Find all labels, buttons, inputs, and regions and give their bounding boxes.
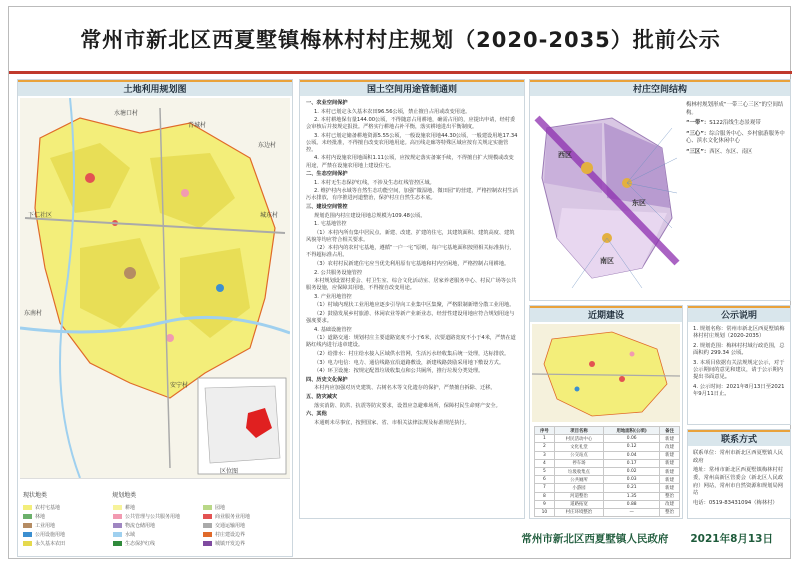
table-cell: 1: [535, 435, 555, 443]
rules-heading: 四、历史文化保护: [306, 376, 348, 383]
legend-swatch: [203, 532, 212, 537]
page-title: 常州市新北区西夏墅镇梅林村村庄规划（2020-2035）批前公示: [80, 28, 721, 52]
recent-build-map-svg: [532, 324, 680, 422]
notice-paragraph: 4. 公示时间：2021年8月13日至2021年9月11日止。: [693, 383, 785, 398]
rules-paragraph: （1）本村内所有集中居民点、新建、改建、扩建的住宅，其建筑面积、建筑高度、建筑风貌等均应符合相关要求。: [306, 229, 515, 243]
table-cell: 0.88: [604, 500, 660, 508]
rules-paragraph: 4. 基础设施管控: [314, 326, 352, 333]
legend-label: 园地: [215, 505, 226, 511]
legend-label: 交通运输用地: [215, 523, 246, 529]
panel-header: [530, 306, 682, 322]
legend-swatch: [203, 505, 212, 510]
rules-panel: [299, 79, 525, 519]
contact-panel: [687, 429, 791, 519]
notice-text: [688, 322, 790, 405]
legend-swatch: [113, 505, 122, 510]
legend-label: 农村宅基地: [35, 505, 61, 511]
table-cell: 整治: [660, 508, 680, 516]
legend-label: 村庄建设边界: [215, 532, 246, 538]
table-row: [535, 484, 680, 492]
table-cell: 0.12: [604, 443, 660, 451]
rules-paragraph: （2）给排水：村庄给水接入区域供水管网，生活污水经收集后统一处理，达标排放。: [314, 350, 510, 357]
panel-title: 公示说明: [720, 310, 757, 321]
contact-paragraph: 联系单位：常州市新北区西夏墅镇人民政府: [693, 450, 784, 464]
table-header-cell: 备注: [660, 427, 680, 435]
recent-build-table: [534, 426, 680, 517]
footer-org: 常州市新北区西夏墅镇人民政府: [521, 532, 669, 545]
table-cell: 0.04: [604, 451, 660, 459]
table-row: [535, 508, 680, 516]
legend-grid: [23, 504, 287, 547]
legend-label: 城镇开发边界: [215, 541, 246, 547]
title-band: [9, 7, 792, 71]
rules-paragraph: （2）本村内的农村宅基地，遵循“一户一宅”原则，每户宅基地面积按照相关标准执行，不得超标准占用。: [306, 245, 515, 259]
table-cell: 9: [535, 500, 555, 508]
legend-swatch: [203, 523, 212, 528]
table-cell: 新建: [660, 435, 680, 443]
structure-note-key: “三心”：: [686, 130, 710, 137]
table-row: [535, 451, 680, 459]
contact-paragraph: 电话：0519-83431094（梅林村）: [693, 500, 778, 507]
table-cell: 0.03: [604, 476, 660, 484]
table-cell: 新建: [660, 459, 680, 467]
rules-paragraph: 1. 本村无生态保护红线，不涉及生态红线管控区域。: [314, 179, 435, 186]
legend-title: 现状地类: [23, 492, 48, 499]
rules-paragraph: （1）道路交通：规划村庄主要道路宽度不小于6米，次要道路宽度不小于4米，严禁在道路红线内进行违章建设。: [306, 335, 516, 349]
table-cell: 河道整治: [554, 492, 603, 500]
rules-heading: 五、防灾减灾: [306, 394, 338, 400]
structure-note-value: 综合服务中心、乡村旅游服务中心、滨水文化休闲中心: [686, 130, 785, 145]
table-cell: 整治: [660, 492, 680, 500]
structure-note-key: “三区”：: [686, 148, 710, 155]
rules-text: [300, 96, 524, 432]
structure-note: [686, 120, 788, 128]
panel-title: 国土空间用途管制通则: [366, 84, 457, 95]
legend-label: 商业服务业用地: [215, 514, 251, 520]
notice-paragraph: 1. 规划名称：常州市新北区西夏墅镇梅林村村庄规划（2020-2035）: [693, 326, 785, 340]
structure-note-value: S122沿线生态景观带: [709, 120, 761, 127]
legend-swatch: [113, 523, 122, 528]
legend-item: [113, 540, 197, 547]
recent-build-map: [532, 324, 680, 422]
rules-paragraph: 4. 本村内设施农用地面积1.11公顷，应按规定落实备案手续，不得擅自扩大规模或改变用途，严禁在设施农用地上建设住宅。: [306, 155, 514, 169]
rules-heading: 三、建设空间管控: [306, 203, 348, 210]
structure-note: [686, 102, 788, 117]
zone-label: 西区: [558, 151, 572, 159]
legend-item: [203, 522, 287, 529]
place-label: 水塘口村: [114, 110, 139, 117]
contact-text: [688, 446, 790, 514]
table-row: [535, 500, 680, 508]
footer: [299, 523, 791, 553]
legend-label: 耕地: [125, 505, 136, 511]
legend-label: 生态保护红线: [125, 541, 156, 547]
table-cell: 5: [535, 467, 555, 475]
table-cell: 垃圾收集点: [554, 467, 603, 475]
map-legend: [20, 478, 290, 554]
panel-header-bar: [688, 306, 790, 308]
table-cell: 0.17: [604, 459, 660, 467]
legend-item: [113, 531, 197, 538]
rules-heading: 六、其他: [306, 411, 327, 418]
table-cell: 改建: [660, 443, 680, 451]
table-cell: —: [604, 508, 660, 516]
rules-heading: 二、生态空间保护: [306, 171, 348, 178]
legend-item: [23, 540, 107, 547]
panel-header-bar: [530, 306, 682, 308]
legend-swatch: [203, 541, 212, 546]
panel-header: [688, 430, 790, 446]
table-header-cell: 序号: [535, 427, 555, 435]
rules-paragraph: 3. 本村已划定储备耕地资源5.55公顷，一般设施农用地44.30公顷，一般建设用地17.34公顷。未经批准，不得擅自改变农用地用途。高压线走廊等特殊区域应按有关规定实施管控。: [306, 132, 518, 153]
legend-swatch: [23, 514, 32, 519]
structure-notes: [686, 102, 788, 159]
zone-label: 南区: [600, 257, 614, 265]
table-row: [535, 476, 680, 484]
table-cell: 新建: [660, 451, 680, 459]
panel-title: 近期建设: [587, 310, 624, 321]
structure-panel: [529, 79, 791, 301]
rules-paragraph: 2. 本村耕地保有量144.00公顷，不得随意占用耕地，确需占用的，应提出申请，经村委会审核后并按规定报批。严格实行耕地占补平衡，落实耕地进出平衡制度。: [306, 117, 516, 131]
table-cell: 2: [535, 443, 555, 451]
legend-item: [23, 513, 107, 520]
table-cell: 7: [535, 484, 555, 492]
rules-paragraph: 2. 公共服务设施管控: [314, 269, 363, 276]
legend-swatch: [113, 514, 122, 519]
land-use-panel: [17, 79, 293, 557]
legend-swatch: [23, 532, 32, 537]
legend-label: 林地: [35, 514, 46, 520]
rules-heading: 一、农业空间保护: [306, 100, 348, 106]
panel-header-bar: [530, 80, 790, 82]
rules-paragraph: （3）电力电信：电力、通信线路宜沿道路敷设，新建线路鼓励采用地下敷设方式。: [314, 359, 505, 366]
structure-note: [686, 131, 788, 146]
rules-paragraph: 本村内应加强对历史建筑、古树名木等文化遗存的保护，严禁擅自拆除、迁移。: [314, 385, 496, 392]
table-cell: 新建: [660, 484, 680, 492]
table-cell: 4: [535, 459, 555, 467]
table-cell: 0.02: [604, 467, 660, 475]
table-header-cell: 项目名称: [554, 427, 603, 435]
legend-swatch: [23, 523, 32, 528]
legend-swatch: [23, 541, 32, 546]
structure-map: [532, 98, 682, 298]
table-row: [535, 443, 680, 451]
table-cell: 8: [535, 492, 555, 500]
panel-title: 联系方式: [720, 434, 757, 445]
legend-label: 公共管理与公共服务用地: [125, 514, 181, 520]
table-cell: 文化礼堂: [554, 443, 603, 451]
place-label: 城东村: [260, 212, 279, 219]
legend-item: [203, 504, 287, 511]
land-use-map-svg: [20, 98, 290, 478]
legend-label: 水域: [125, 532, 136, 538]
notice-panel: [687, 305, 791, 425]
legend-label: 永久基本农田: [35, 541, 66, 547]
rules-paragraph: 1. 宅基地管控: [314, 221, 347, 228]
legend-label: 物流仓储用地: [125, 523, 156, 529]
legend-item: [203, 540, 287, 547]
table-header-cell: 用地面积(公顷): [604, 427, 660, 435]
footer-date: 2021年8月13日: [690, 532, 773, 545]
table-cell: 3: [535, 451, 555, 459]
legend-item: [113, 513, 197, 520]
legend-swatch: [113, 532, 122, 537]
legend-item: [23, 531, 107, 538]
panel-title: 土地利用规划图: [123, 84, 187, 95]
table-cell: 公交站点: [554, 451, 603, 459]
rules-paragraph: （4）环卫设施：按规定配置垃圾收集点和公共厕所，推行垃圾分类处理。: [314, 368, 484, 375]
place-label: 安宁村: [170, 382, 189, 389]
recent-build-panel: [529, 305, 683, 519]
rules-paragraph: 3. 产业用地管控: [314, 293, 352, 300]
table-cell: 新建: [660, 467, 680, 475]
rules-paragraph: 本村规划设置村委会、村卫生室、综合文化活动室、居家养老服务中心、村民广场等公共服务设施，应保障其用地，不得擅自改变用途。: [306, 278, 517, 292]
rules-paragraph: 本通则未尽事宜，按照国家、省、市相关法律法规及标准规范执行。: [314, 419, 470, 426]
structure-note-value: 梅林村规划形成“一带三心三区”的空间结构。: [686, 102, 784, 116]
table-cell: 0.21: [604, 484, 660, 492]
panel-header: [688, 306, 790, 322]
legend-swatch: [113, 541, 122, 546]
inset-label: 区位图: [220, 468, 239, 475]
zone-label: 东区: [632, 199, 646, 207]
legend-label: 工业用地: [35, 523, 56, 529]
legend-label: 公用设施用地: [35, 532, 66, 538]
rules-paragraph: 落实消防、防洪、抗震等防灾要求，设置应急避难场所，保障村民生命财产安全。: [314, 402, 501, 409]
place-label: 下仁社区: [28, 212, 53, 219]
structure-map-svg: [532, 98, 682, 298]
table-row: [535, 467, 680, 475]
place-label: 东南村: [24, 310, 43, 317]
legend-swatch: [203, 514, 212, 519]
notice-paragraph: 3. 本项目依据有关法规规定公示，对于公示期间的意见和建议，请于公示期内提出书面意见。: [693, 359, 785, 381]
table-header-row: [535, 427, 680, 435]
legend-item: [113, 504, 197, 511]
land-use-map: [20, 98, 290, 478]
rules-paragraph: 2. 维护村内水域等自然生态功能空间，加强“微湿地、微田园”的营建，严格控制农村生活污水排放，有序推进河道整治，保护村庄自然生态本底。: [306, 188, 518, 202]
table-cell: 6: [535, 476, 555, 484]
rules-paragraph: 规划范围内村庄建设用地总规模为109.48公顷。: [314, 212, 426, 219]
legend-item: [113, 522, 197, 529]
panel-header: [530, 80, 790, 96]
panel-header: [300, 80, 524, 96]
panel-title: 村庄空间结构: [632, 84, 687, 95]
legend-item: [23, 522, 107, 529]
notice-paragraph: 2. 规划范围：梅林村村域行政范围，总面积约 299.34 公顷。: [693, 342, 785, 357]
legend-item: [203, 513, 287, 520]
legend-title-planned: 规划地类: [112, 492, 137, 499]
legend-item: [23, 504, 107, 511]
table-cell: 改建: [660, 500, 680, 508]
title-rule: [9, 71, 792, 74]
poster: [8, 6, 791, 559]
table-row: [535, 492, 680, 500]
legend-item: [203, 531, 287, 538]
rules-paragraph: （3）农村村民新建住宅应当优先利用原有宅基地和村内空闲地，严格控制占用耕地。: [314, 261, 510, 268]
rules-paragraph: （2）鼓励发展乡村旅游、休闲农业等新产业新业态，经营性建设用地应符合规划用途与强度要求。: [306, 311, 515, 325]
place-label: 东边村: [258, 142, 277, 149]
place-label: 青城村: [188, 122, 207, 129]
table-cell: 新建: [660, 476, 680, 484]
rules-paragraph: 1. 本村已划定永久基本农田96.56公顷，禁止擅自占用或改变用途。: [314, 108, 471, 115]
rules-paragraph: （1）村域内现状工业用地应逐步引导向工业集中区集聚，严格限制新增分散工业用地。: [314, 302, 515, 309]
table-cell: 小游园: [554, 484, 603, 492]
table-cell: 1.35: [604, 492, 660, 500]
structure-note-value: 西区、东区、南区: [709, 148, 753, 155]
table-row: [535, 459, 680, 467]
panel-header-bar: [18, 80, 292, 82]
legend-swatch: [23, 505, 32, 510]
structure-note: [686, 149, 788, 157]
table-cell: 0.06: [604, 435, 660, 443]
panel-header: [18, 80, 292, 96]
table-cell: 停车场: [554, 459, 603, 467]
contact-paragraph: 地址：常州市新北区西夏墅镇梅林村村委，常州高新区管委会（新北区人民政府）网站，常州市自然资源和规划局网站: [693, 467, 784, 497]
panel-header-bar: [300, 80, 524, 82]
table-cell: 10: [535, 508, 555, 516]
table-cell: 村民活动中心: [554, 435, 603, 443]
table-cell: 道路拓宽: [554, 500, 603, 508]
table-row: [535, 435, 680, 443]
structure-note-key: “一带”：: [686, 120, 710, 127]
table-cell: 公共厕所: [554, 476, 603, 484]
panel-header-bar: [688, 430, 790, 432]
table-cell: 村庄环境整治: [554, 508, 603, 516]
